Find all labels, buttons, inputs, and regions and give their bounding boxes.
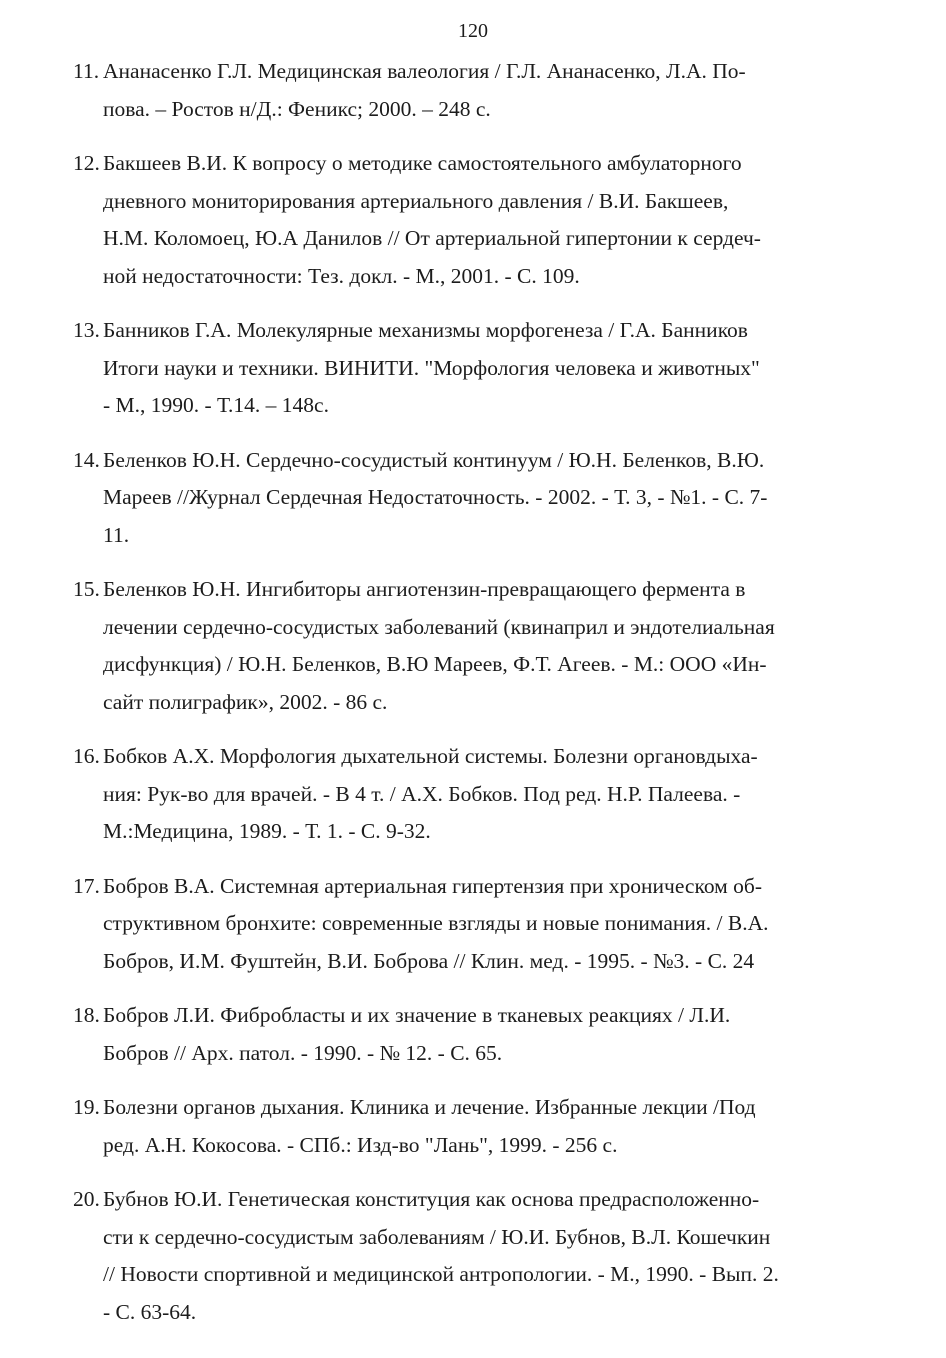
reference-item: [73, 571, 875, 721]
reference-line: ред. А.Н. Кокосова. - СПб.: Изд-во "Лань", 1999. - 256 с.: [103, 1132, 618, 1157]
reference-line: Беленков Ю.Н. Ингибиторы ангиотензин-превращающего фермента в: [103, 577, 746, 601]
reference-line: Бобров Л.И. Фибробласты и их значение в тканевых реакциях / Л.И.: [103, 1003, 731, 1027]
reference-number: 19.: [73, 1095, 100, 1119]
reference-line: Бобров В.А. Системная артериальная гипертензия при хроническом об-: [103, 873, 762, 898]
reference-number: 14.: [73, 447, 100, 472]
reference-line: Бобров // Арх. патол. - 1990. - № 12. - С. 65.: [103, 1040, 503, 1065]
reference-line: ной недостаточности: Тез. докл. - М., 2001. - С. 109.: [103, 263, 580, 288]
reference-item: [73, 1089, 875, 1164]
reference-line: Бубнов Ю.И. Генетическая конституция как основа предрасположенно-: [103, 1187, 760, 1211]
reference-number: 13.: [73, 318, 100, 342]
reference-item: [73, 738, 875, 851]
reference-line: Бакшеев В.И. К вопросу о методике самостоятельного амбулаторного: [103, 151, 742, 175]
reference-line: пова. – Ростов н/Д.: Феникс; 2000. – 248 с.: [103, 96, 491, 121]
reference-line: ния: Рук-во для врачей. - В 4 т. / А.Х. Бобков. Под ред. Н.Р. Палеева. -: [103, 781, 741, 806]
reference-line: сти к сердечно-сосудистым заболеваниям / Ю.И. Бубнов, В.Л. Кошечкин: [103, 1224, 771, 1249]
reference-line: Н.М. Коломоец, Ю.А Данилов // От артериальной гипертонии к сердеч-: [103, 226, 761, 250]
reference-line: структивном бронхите: современные взгляды и новые понимания. / В.А.: [103, 911, 769, 935]
reference-item: [73, 442, 875, 555]
reference-line: Беленков Ю.Н. Сердечно-сосудистый континуум / Ю.Н. Беленков, В.Ю.: [103, 447, 765, 472]
reference-line: дневного мониторирования артериального давления / В.И. Бакшеев,: [103, 188, 729, 213]
reference-line: Мареев //Журнал Сердечная Недостаточность. - 2002. - Т. 3, - №1. - С. 7-: [103, 485, 768, 509]
reference-line: // Новости спортивной и медицинской антропологии. - М., 1990. - Вып. 2.: [103, 1262, 779, 1286]
reference-line: Итоги науки и техники. ВИНИТИ. "Морфология человека и животных": [103, 355, 760, 380]
reference-item: [73, 868, 875, 981]
reference-line: - С. 63-64.: [103, 1299, 197, 1324]
reference-item: [73, 53, 875, 128]
reference-line: Болезни органов дыхания. Клиника и лечение. Избранные лекции /Под: [103, 1095, 756, 1119]
reference-line: Банников Г.А. Молекулярные механизмы морфогенеза / Г.А. Банников: [103, 318, 748, 342]
reference-line: сайт полиграфик», 2002. - 86 с.: [103, 689, 388, 714]
reference-number: 11.: [73, 59, 100, 83]
reference-number: 15.: [73, 577, 100, 601]
reference-line: - М., 1990. - Т.14. – 148с.: [103, 393, 329, 417]
reference-item: [73, 312, 875, 425]
reference-number: 17.: [73, 873, 100, 898]
reference-line: 11.: [103, 522, 130, 547]
page-number: 120: [458, 20, 488, 42]
reference-number: 16.: [73, 744, 100, 768]
reference-list: [73, 53, 875, 1348]
reference-item: [73, 1181, 875, 1331]
reference-item: [73, 145, 875, 295]
reference-line: Бобков А.Х. Морфология дыхательной системы. Болезни органовдыха-: [103, 744, 758, 768]
reference-line: Бобров, И.М. Фуштейн, В.И. Боброва // Клин. мед. - 1995. - №3. - С. 24: [103, 948, 755, 973]
reference-number: 12.: [73, 151, 100, 175]
reference-line: дисфункция) / Ю.Н. Беленков, В.Ю Мареев, Ф.Т. Агеев. - М.: ООО «Ин-: [103, 652, 767, 676]
reference-line: Ананасенко Г.Л. Медицинская валеология / Г.Л. Ананасенко, Л.А. По-: [103, 59, 746, 83]
reference-item: [73, 997, 875, 1072]
reference-line: М.:Медицина, 1989. - Т. 1. - С. 9-32.: [103, 819, 431, 843]
reference-number: 18.: [73, 1003, 100, 1027]
reference-line: лечении сердечно-сосудистых заболеваний (квинаприл и эндотелиальная: [103, 614, 775, 639]
reference-number: 20.: [73, 1187, 100, 1211]
